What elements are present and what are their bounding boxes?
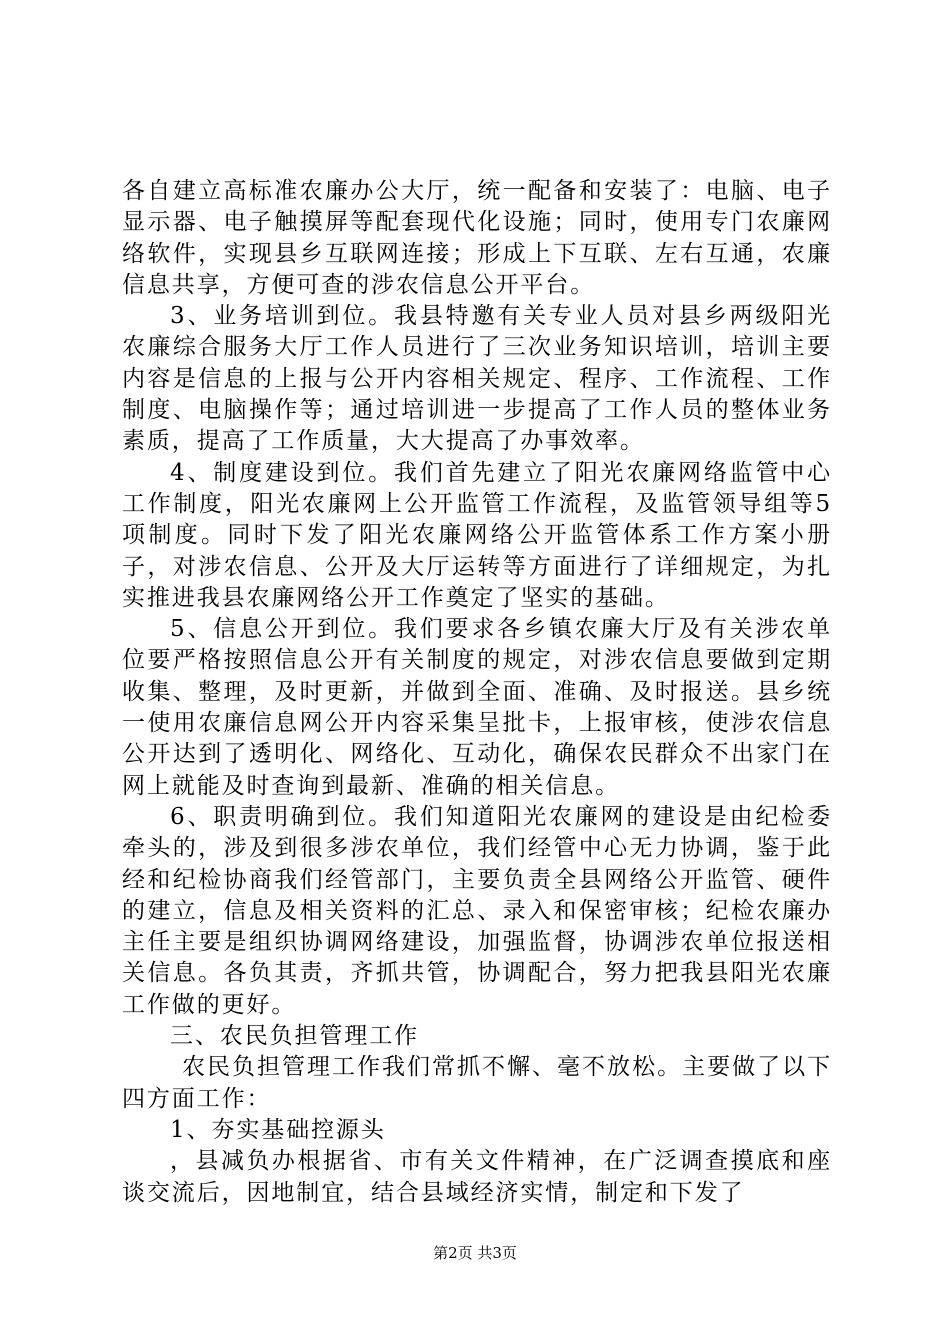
body-text — [122, 176, 832, 1209]
paragraph: 4、制度建设到位。我们首先建立了阳光农廉网络监管中心工作制度，阳光农廉网上公开监管工作流程，及监管领导组等5项制度。同时下发了阳光农廉网络公开监管体系工作方案小册子，对涉农信息、公开及大厅运转等方面进行了详细规定，为扎实推进我县农廉网络公开工作奠定了坚实的基础。 — [122, 459, 832, 611]
paragraph: 农民负担管理工作我们常抓不懈、毫不放松。主要做了以下四方面工作： — [122, 1054, 832, 1112]
paragraph: 各自建立高标准农廉办公大厅，统一配备和安装了：电脑、电子显示器、电子触摸屏等配套现代化设施；同时，使用专门农廉网络软件，实现县乡互联网连接；形成上下互联、左右互通，农廉信息共享，方便可查的涉农信息公开平台。 — [122, 178, 832, 298]
subsection-heading: 1、夯实基础控源头 — [170, 1116, 386, 1143]
paragraph: ，县减负办根据省、市有关文件精神，在广泛调查摸底和座谈交流后，因地制宜，结合县域经济实情，制定和下发了 — [122, 1148, 832, 1206]
paragraph: 6、职责明确到位。我们知道阳光农廉网的建设是由纪检委牵头的，涉及到很多涉农单位，我们经管中心无力协调，鉴于此经和纪检协商我们经管部门，主要负责全县网络公开监管、硬件的建立，信息及相关资料的汇总、录入和保密审核；纪检农廉办主任主要是组织协调网络建设，加强监督，协调涉农单位报送相关信息。各负其责，齐抓共管，协调配合，努力把我县阳光农廉工作做的更好。 — [122, 803, 832, 1018]
paragraph: 3、业务培训到位。我县特邀有关专业人员对县乡两级阳光农廉综合服务大厅工作人员进行了三次业务知识培训，培训主要内容是信息的上报与公开内容相关规定、程序、工作流程、工作制度、电脑操作等；通过培训进一步提高了工作人员的整体业务素质，提高了工作质量，大大提高了办事效率。 — [122, 303, 832, 455]
page-number-footer: 第2页 共3页 — [433, 1244, 517, 1262]
section-heading: 三、农民负担管理工作 — [170, 1023, 419, 1050]
paragraph: 5、信息公开到位。我们要求各乡镇农廉大厅及有关涉农单位要严格按照信息公开有关制度的规定，对涉农信息要做到定期收集、整理，及时更新，并做到全面、准确、及时报送。县乡统一使用农廉信息网公开内容采集呈批卡，上报审核，使涉农信息公开达到了透明化、网络化、互动化，确保农民群众不出家门在网上就能及时查询到最新、准确的相关信息。 — [122, 616, 832, 799]
